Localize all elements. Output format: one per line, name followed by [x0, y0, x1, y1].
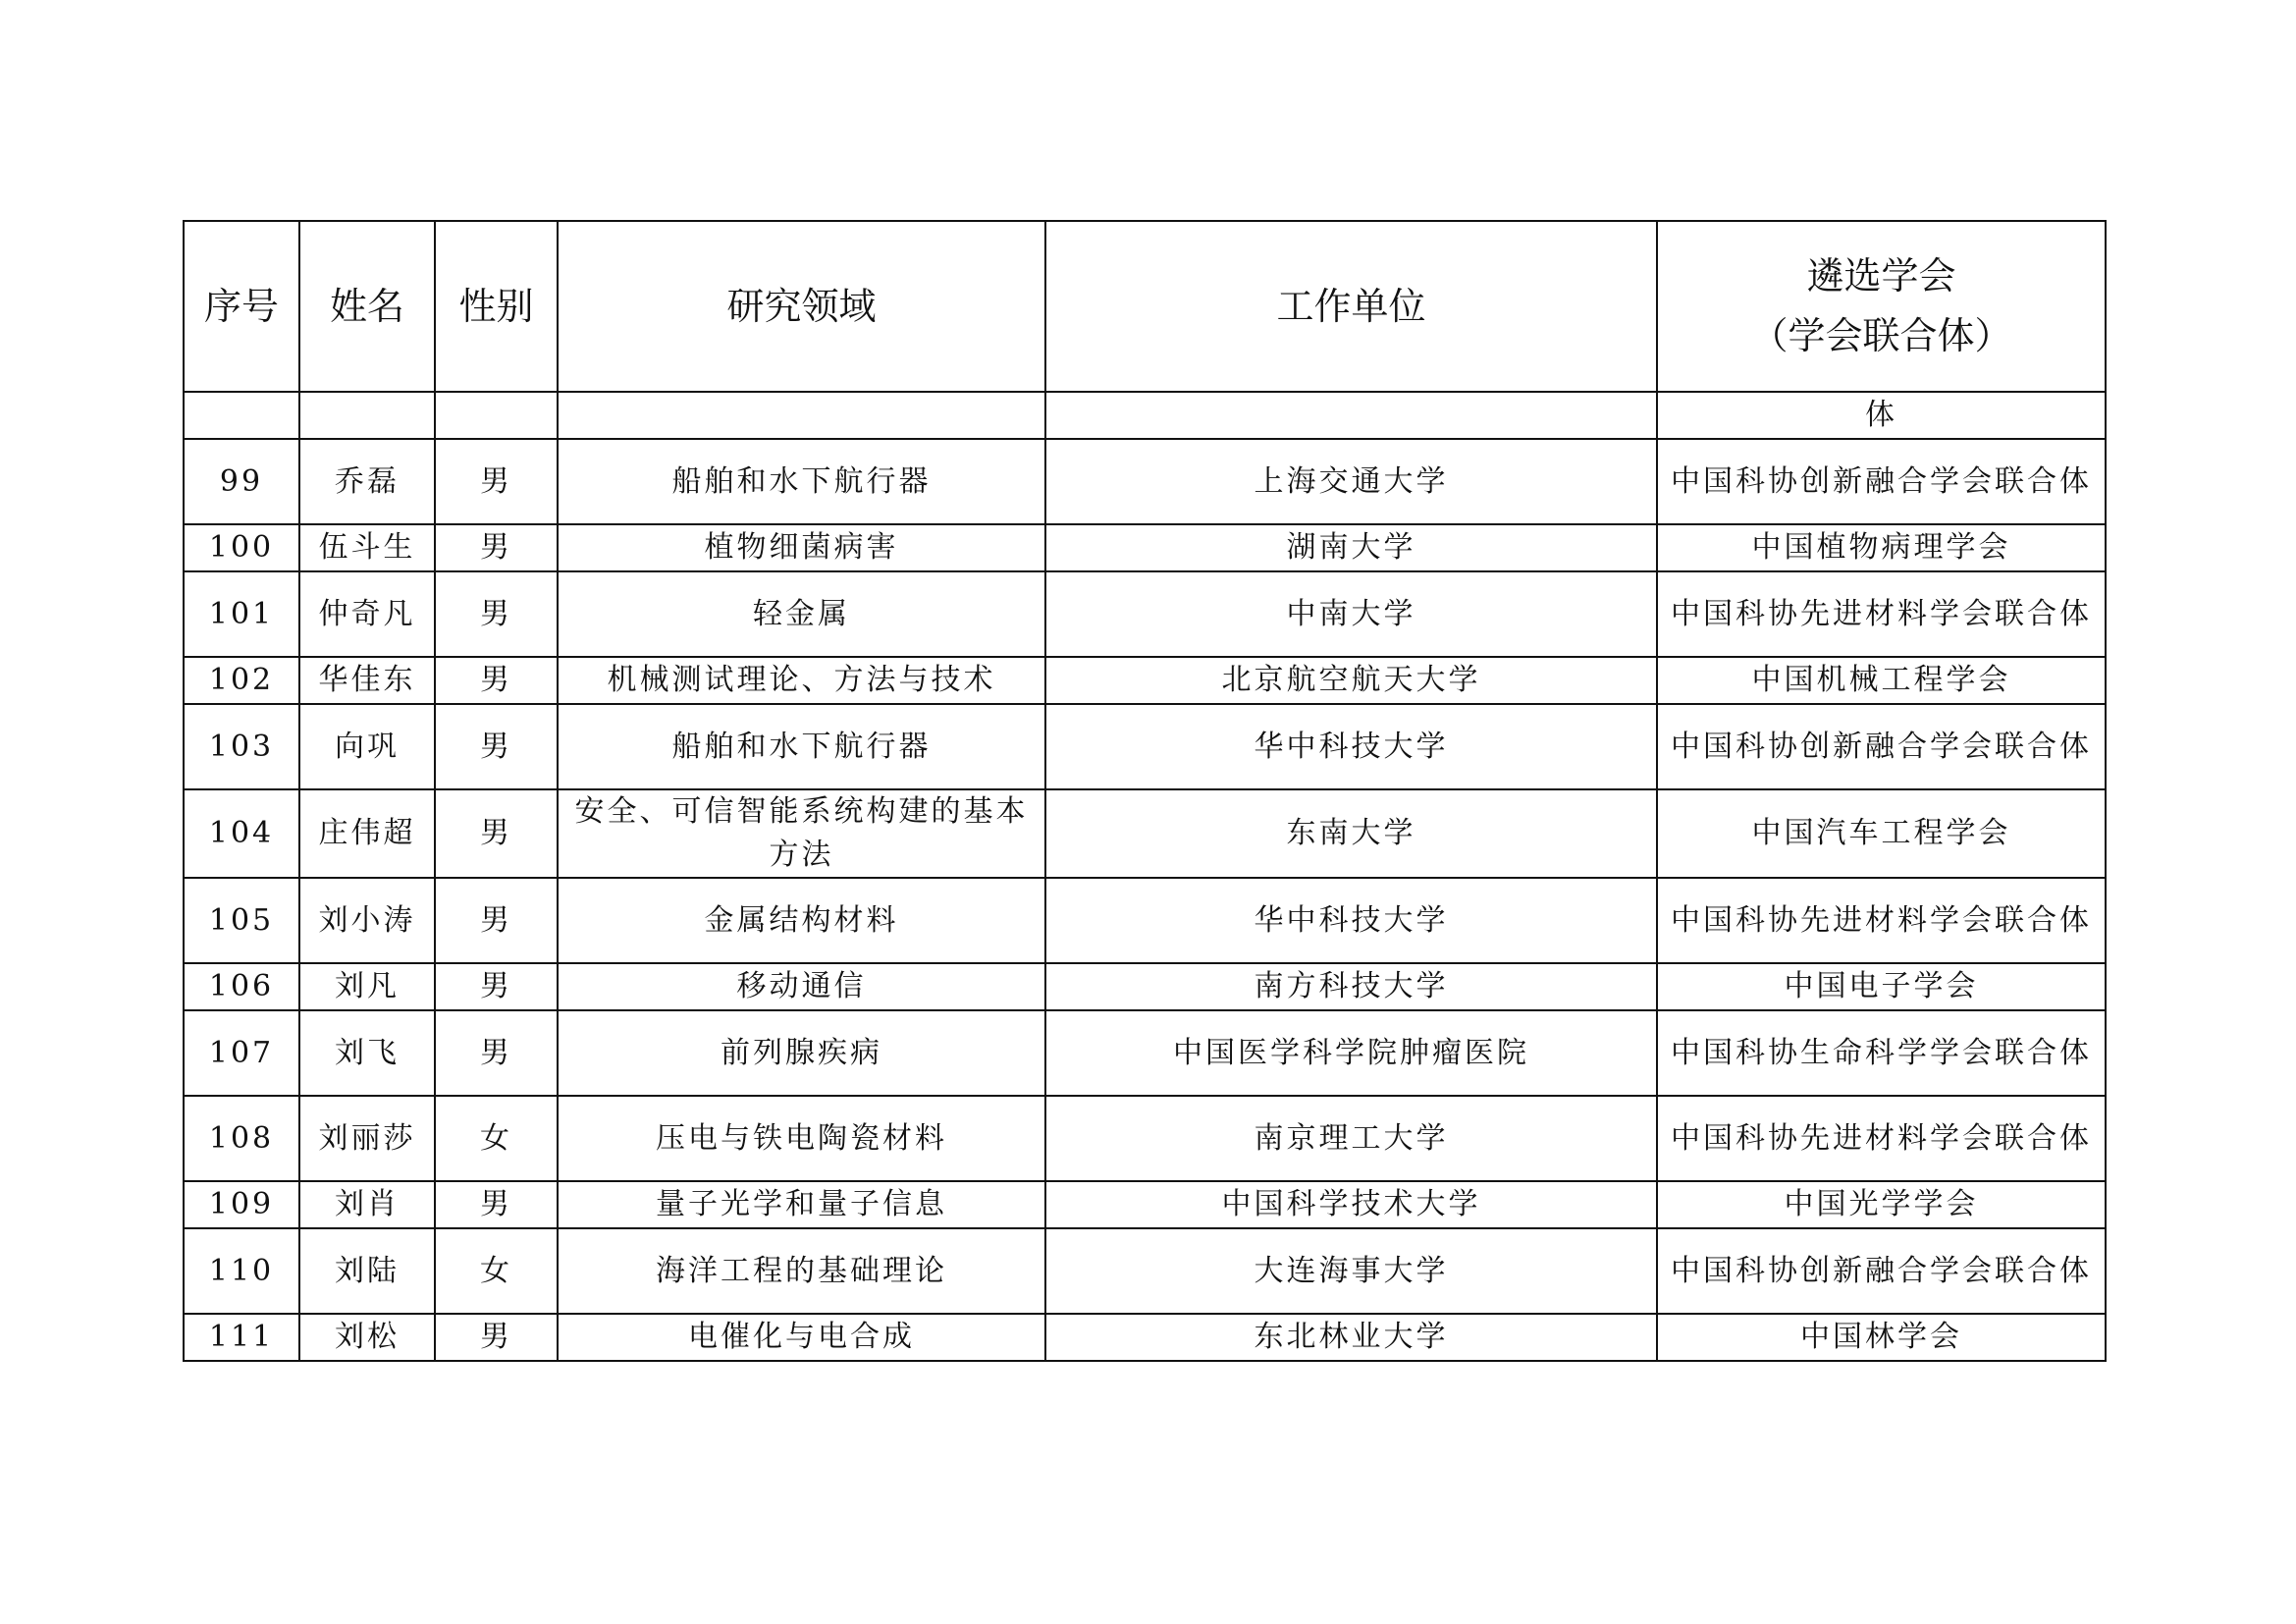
cell-field: 机械测试理论、方法与技术	[558, 657, 1045, 704]
cell-employer: 中国医学科学院肿瘤医院	[1045, 1010, 1657, 1096]
cell-seq: 106	[184, 963, 299, 1010]
cell-employer: 湖南大学	[1045, 524, 1657, 571]
cell-seq: 110	[184, 1228, 299, 1314]
table-body	[184, 392, 2106, 1361]
cell-society: 中国科协创新融合学会联合体	[1657, 1228, 2106, 1314]
cell-field: 安全、可信智能系统构建的基本方法	[558, 789, 1045, 878]
cell-seq: 105	[184, 878, 299, 963]
cell-gender: 女	[435, 1096, 558, 1181]
cell-name: 仲奇凡	[299, 571, 435, 657]
cell-name: 刘凡	[299, 963, 435, 1010]
cell-employer: 华中科技大学	[1045, 704, 1657, 789]
cell-name: 乔磊	[299, 439, 435, 524]
cell-seq: 107	[184, 1010, 299, 1096]
cell-name	[299, 392, 435, 439]
table-row	[184, 1096, 2106, 1181]
cell-seq: 108	[184, 1096, 299, 1181]
cell-field: 船舶和水下航行器	[558, 704, 1045, 789]
header-society	[1657, 221, 2106, 392]
cell-society: 中国林学会	[1657, 1314, 2106, 1361]
cell-employer: 华中科技大学	[1045, 878, 1657, 963]
cell-seq	[184, 392, 299, 439]
cell-gender: 女	[435, 1228, 558, 1314]
cell-gender: 男	[435, 704, 558, 789]
cell-field: 海洋工程的基础理论	[558, 1228, 1045, 1314]
cell-society: 中国科协创新融合学会联合体	[1657, 704, 2106, 789]
cell-gender	[435, 392, 558, 439]
cell-gender: 男	[435, 524, 558, 571]
cell-society: 中国科协先进材料学会联合体	[1657, 571, 2106, 657]
cell-field	[558, 392, 1045, 439]
cell-name: 刘松	[299, 1314, 435, 1361]
table-row	[184, 1010, 2106, 1096]
header-field: 研究领域	[558, 221, 1045, 392]
cell-gender: 男	[435, 439, 558, 524]
table-row	[184, 878, 2106, 963]
cell-gender: 男	[435, 878, 558, 963]
header-name: 姓名	[299, 221, 435, 392]
cell-gender: 男	[435, 789, 558, 878]
cell-field: 金属结构材料	[558, 878, 1045, 963]
cell-employer	[1045, 392, 1657, 439]
cell-field: 船舶和水下航行器	[558, 439, 1045, 524]
cell-name: 刘丽莎	[299, 1096, 435, 1181]
cell-name: 刘肖	[299, 1181, 435, 1228]
cell-name: 刘小涛	[299, 878, 435, 963]
cell-society: 中国科协创新融合学会联合体	[1657, 439, 2106, 524]
cell-field: 移动通信	[558, 963, 1045, 1010]
cell-name: 刘飞	[299, 1010, 435, 1096]
cell-employer: 南京理工大学	[1045, 1096, 1657, 1181]
cell-society: 中国汽车工程学会	[1657, 789, 2106, 878]
cell-employer: 东北林业大学	[1045, 1314, 1657, 1361]
header-seq: 序号	[184, 221, 299, 392]
cell-gender: 男	[435, 1314, 558, 1361]
cell-name: 伍斗生	[299, 524, 435, 571]
table-row	[184, 657, 2106, 704]
cell-seq: 103	[184, 704, 299, 789]
cell-seq: 100	[184, 524, 299, 571]
table-row	[184, 963, 2106, 1010]
cell-employer: 东南大学	[1045, 789, 1657, 878]
cell-seq: 111	[184, 1314, 299, 1361]
cell-employer: 中南大学	[1045, 571, 1657, 657]
cell-society: 体	[1657, 392, 2106, 439]
cell-gender: 男	[435, 571, 558, 657]
cell-society: 中国植物病理学会	[1657, 524, 2106, 571]
cell-name: 向巩	[299, 704, 435, 789]
table-row	[184, 524, 2106, 571]
cell-field: 量子光学和量子信息	[558, 1181, 1045, 1228]
cell-employer: 北京航空航天大学	[1045, 657, 1657, 704]
cell-society: 中国科协先进材料学会联合体	[1657, 1096, 2106, 1181]
cell-name: 庄伟超	[299, 789, 435, 878]
header-society-line2: （学会联合体）	[1750, 314, 2012, 357]
header-gender: 性别	[435, 221, 558, 392]
cell-society: 中国光学学会	[1657, 1181, 2106, 1228]
cell-seq: 99	[184, 439, 299, 524]
cell-society: 中国机械工程学会	[1657, 657, 2106, 704]
cell-gender: 男	[435, 963, 558, 1010]
cell-name: 刘陆	[299, 1228, 435, 1314]
cell-employer: 中国科学技术大学	[1045, 1181, 1657, 1228]
header-employer: 工作单位	[1045, 221, 1657, 392]
cell-employer: 大连海事大学	[1045, 1228, 1657, 1314]
cell-employer: 上海交通大学	[1045, 439, 1657, 524]
cell-society: 中国科协生命科学学会联合体	[1657, 1010, 2106, 1096]
cell-society: 中国科协先进材料学会联合体	[1657, 878, 2106, 963]
cell-seq: 104	[184, 789, 299, 878]
cell-field: 植物细菌病害	[558, 524, 1045, 571]
table-row	[184, 704, 2106, 789]
cell-name: 华佳东	[299, 657, 435, 704]
cell-seq: 109	[184, 1181, 299, 1228]
cell-field: 压电与铁电陶瓷材料	[558, 1096, 1045, 1181]
cell-seq: 102	[184, 657, 299, 704]
cell-field: 轻金属	[558, 571, 1045, 657]
table-row	[184, 1228, 2106, 1314]
cell-gender: 男	[435, 1181, 558, 1228]
table-row	[184, 439, 2106, 524]
cell-employer: 南方科技大学	[1045, 963, 1657, 1010]
cell-gender: 男	[435, 657, 558, 704]
header-row	[184, 221, 2106, 392]
header-society-line1: 遴选学会	[1806, 254, 1956, 298]
table-row	[184, 571, 2106, 657]
cell-field: 前列腺疾病	[558, 1010, 1045, 1096]
candidate-table	[183, 220, 2107, 1362]
table-row	[184, 1314, 2106, 1361]
cell-gender: 男	[435, 1010, 558, 1096]
table-row	[184, 789, 2106, 878]
table-row	[184, 1181, 2106, 1228]
cell-society: 中国电子学会	[1657, 963, 2106, 1010]
continuation-row	[184, 392, 2106, 439]
cell-seq: 101	[184, 571, 299, 657]
cell-field: 电催化与电合成	[558, 1314, 1045, 1361]
